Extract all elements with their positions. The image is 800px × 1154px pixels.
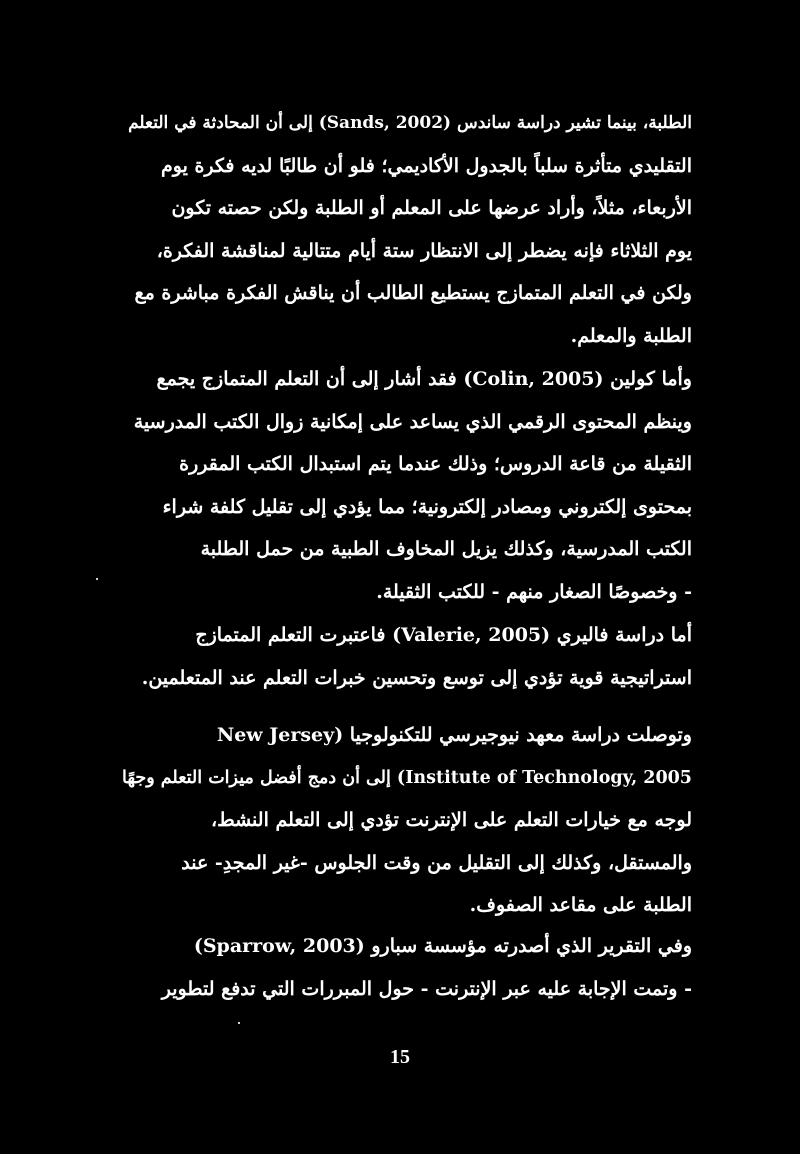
text-line: أما دراسة فاليري (Valerie, 2005) فاعتبرت التعلم المتمازج: [195, 624, 692, 646]
paragraph-colin: [118, 358, 692, 613]
text-line: وفي التقرير الذي أصدرته مؤسسة سبارو (Sparrow, 2003): [193, 935, 692, 957]
text-line: الطلبة والمعلم.: [570, 324, 692, 347]
text-line: الطلبة، بينما تشير دراسة ساندس (Sands, 2002) إلى أن المحادثة في التعلم: [128, 113, 692, 133]
text-line: استراتيجية قوية تؤدي إلى توسع وتحسين خبرات التعلم عند المتعلمين.: [141, 666, 692, 689]
text-line: يوم الثلاثاء فإنه يضطر إلى الانتظار ستة أيام متتالية لمناقشة الفكرة،: [156, 239, 692, 262]
text-line: - وخصوصًا الصغار منهم - للكتب الثقيلة.: [376, 580, 692, 603]
scan-speck: [238, 1022, 240, 1024]
paragraph-sparrow: [118, 925, 692, 1010]
text-line: الطلبة على مقاعد الصفوف.: [469, 894, 692, 916]
text-line: وتوصلت دراسة معهد نيوجيرسي للتكنولوجيا (New Jersey: [216, 724, 692, 746]
text-line: Institute of Technology, 2005) إلى أن دمج أفضل ميزات التعلم وجهًا: [122, 767, 692, 788]
text-line: الأربعاء، مثلاً، وأراد عرضها على المعلم أو الطلبة ولكن حصته تكون: [171, 197, 692, 219]
text-line: - وتمت الإجابة عليه عبر الإنترنت - حول المبررات التي تدفع لتطوير: [161, 977, 692, 1000]
text-line: وأما كولين (Colin, 2005) فقد أشار إلى أن التعلم المتمازج يجمع: [156, 368, 692, 390]
text-line: لوجه مع خيارات التعلم على الإنترنت تؤدي إلى التعلم النشط،: [210, 809, 692, 831]
scan-speck: [96, 578, 98, 580]
page-number: 15: [390, 1046, 410, 1068]
text-line: وينظم المحتوى الرقمي الذي يساعد على إمكانية زوال الكتب المدرسية: [133, 410, 692, 433]
text-line: ولكن في التعلم المتمازج يستطيع الطالب أن يناقش الفكرة مباشرة مع: [134, 282, 692, 304]
text-line: الكتب المدرسية، وكذلك يزيل المخاوف الطبية من حمل الطلبة: [200, 538, 692, 560]
text-line: التقليدي متأثرة سلباً بالجدول الأكاديمي؛ فلو أن طالبًا لديه فكرة يوم: [161, 154, 692, 177]
paragraph-new-jersey: [118, 714, 692, 927]
text-line: والمستقل، وكذلك إلى التقليل من وقت الجلوس -غير المجدِ- عند: [181, 851, 692, 874]
paragraph-sands: [118, 102, 692, 357]
paragraph-valerie: [118, 614, 692, 699]
text-line: الثقيلة من قاعة الدروس؛ وذلك عندما يتم استبدال الكتب المقررة: [179, 453, 692, 475]
text-line: بمحتوى إلكتروني ومصادر إلكترونية؛ مما يؤدي إلى تقليل كلفة شراء: [162, 495, 692, 518]
